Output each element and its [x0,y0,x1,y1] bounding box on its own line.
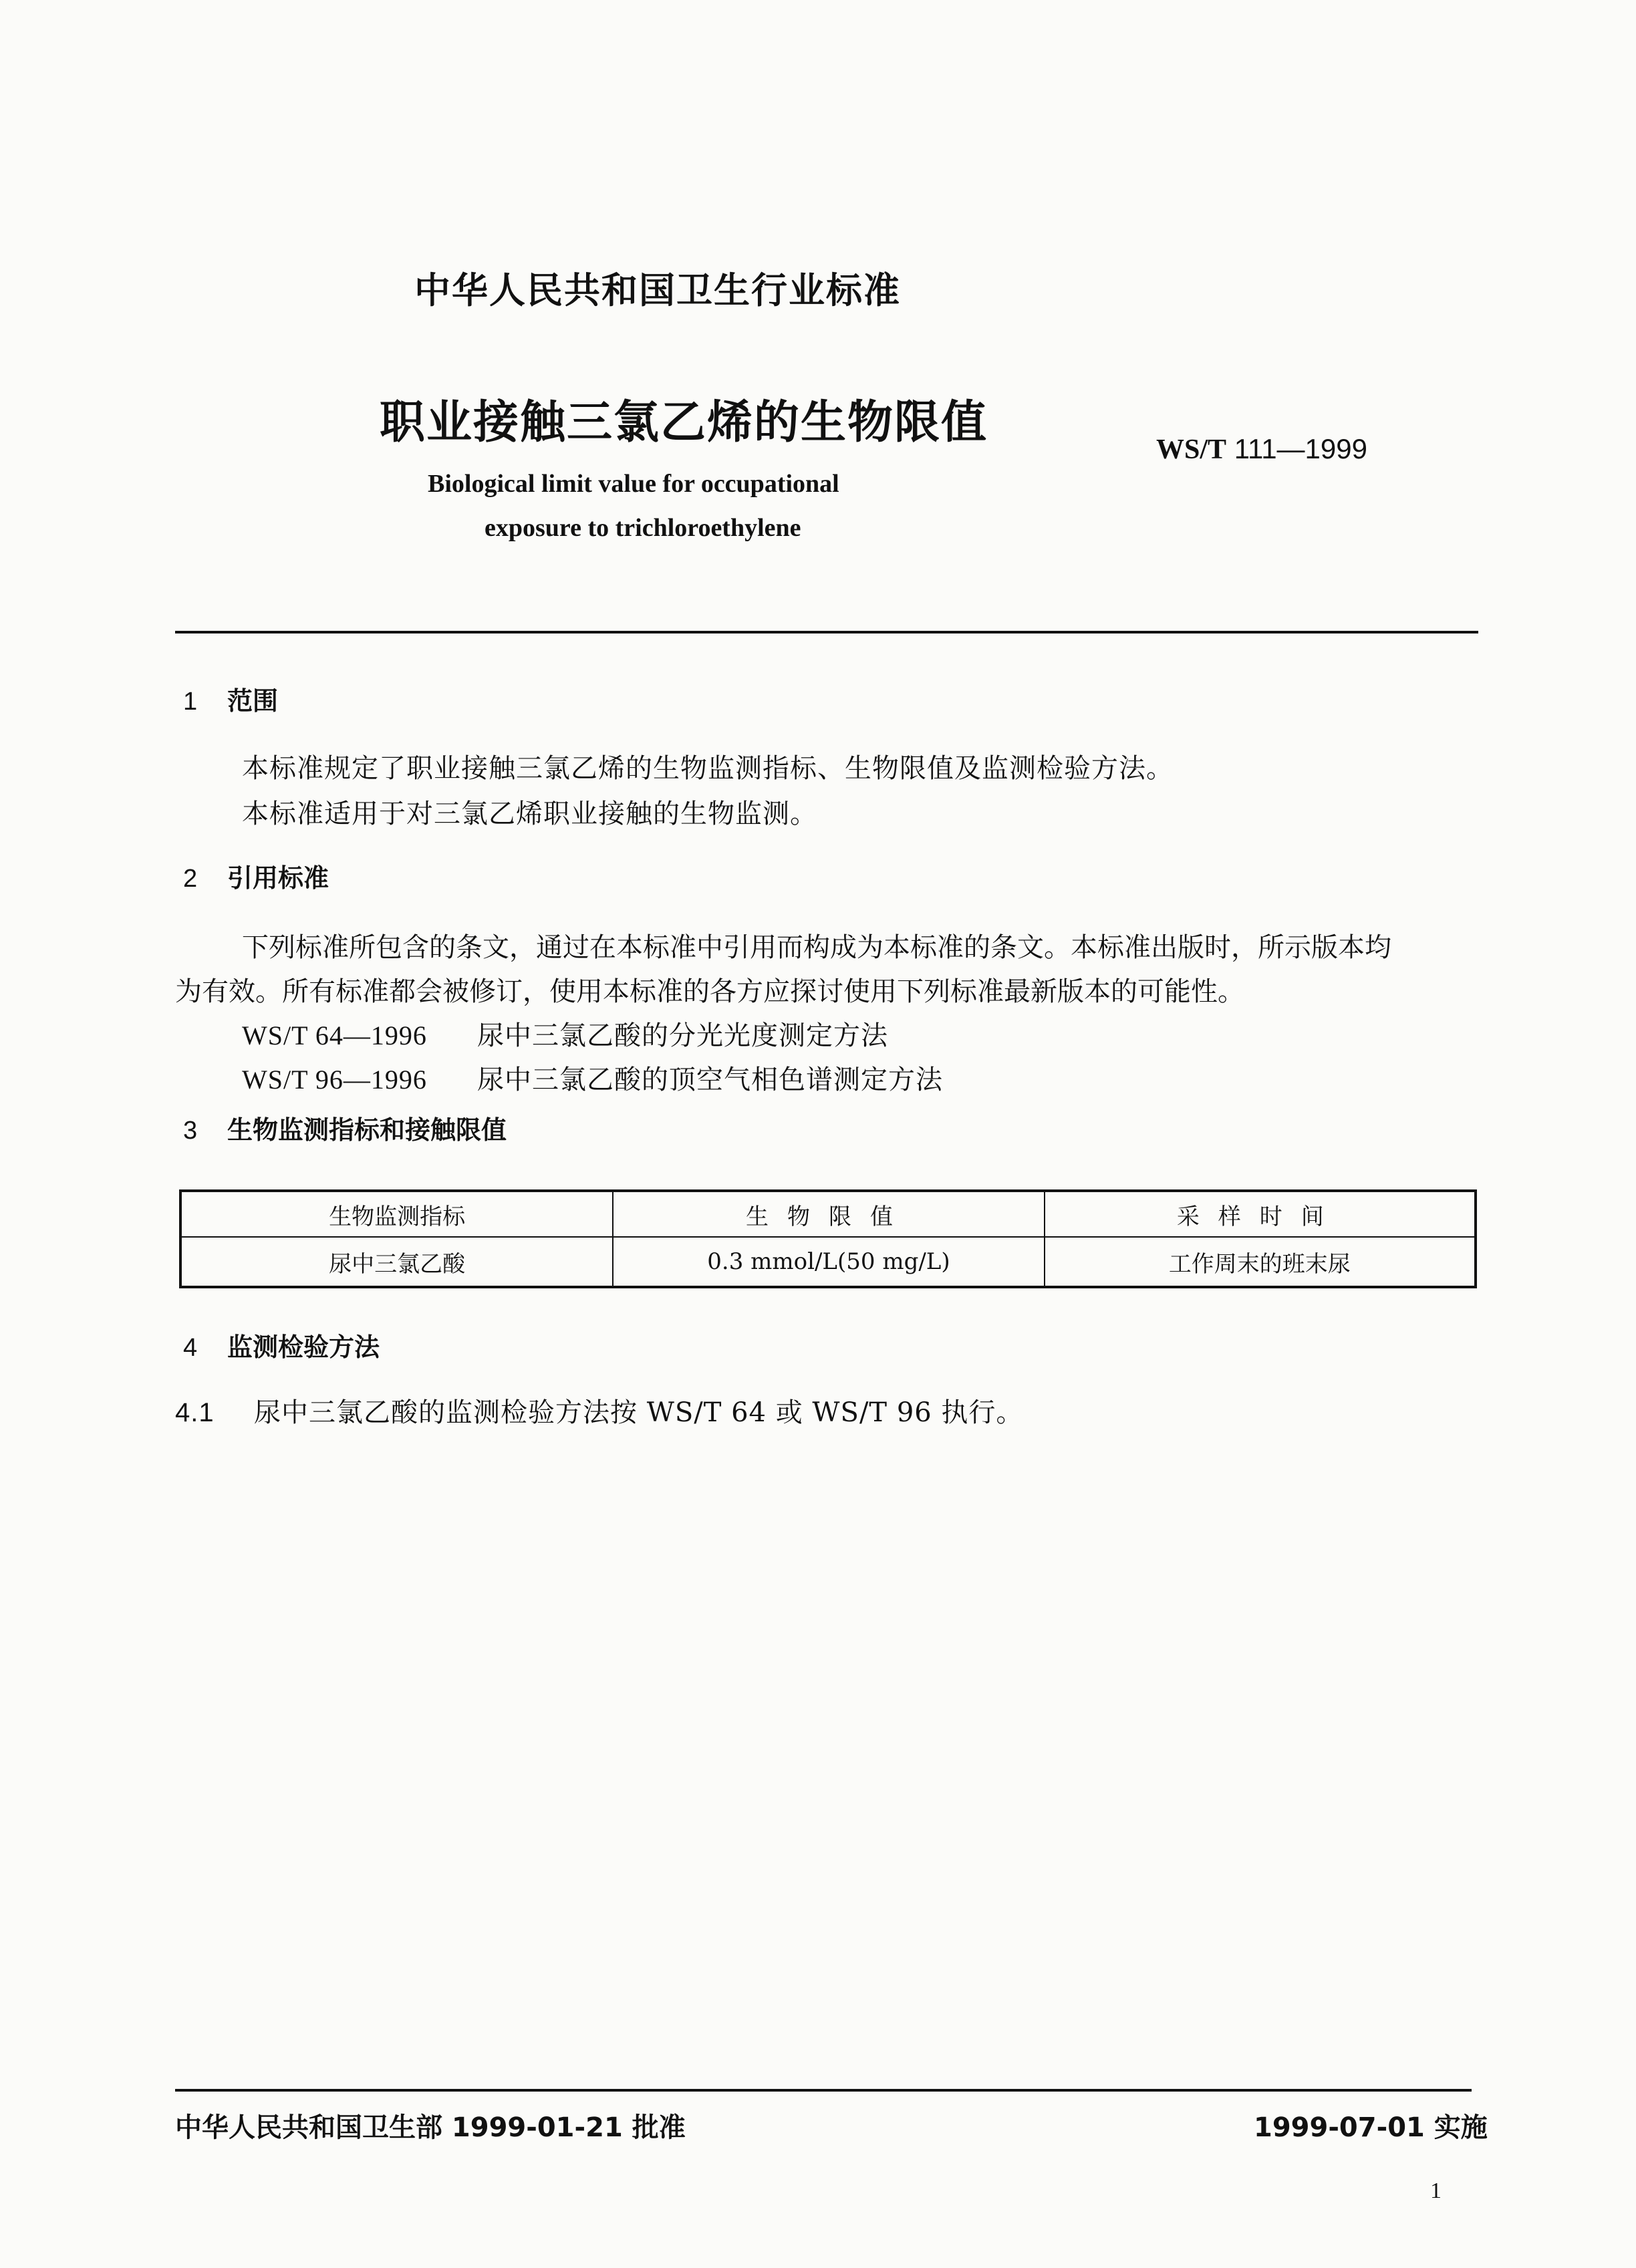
reference-item [242,1014,888,1052]
subsection-number: 4.1 [175,1398,215,1427]
column-header-sampling-time: 采样时间 [1045,1191,1476,1237]
biological-limits-table [179,1189,1477,1288]
standard-code-prefix: WS/T [1156,434,1227,465]
scope-paragraph-2: 本标准适用于对三氯乙烯职业接触的生物监测。 [242,799,817,829]
reference-title: 尿中三氯乙酸的分光光度测定方法 [477,1020,888,1051]
subsection-4-1 [175,1391,1023,1429]
standard-code-number: 111—1999 [1234,433,1367,464]
approval-line: 中华人民共和国卫生部 1999-01-21 批准 [175,2112,686,2143]
reference-code: WS/T 96—1996 [242,1065,427,1095]
section-number: 3 [183,1117,198,1145]
scope-paragraph-1: 本标准规定了职业接触三氯乙烯的生物监测指标、生物限值及监测检验方法。 [242,753,1174,784]
table-row [180,1237,1476,1287]
section-title: 范围 [227,686,279,716]
section-number: 2 [183,865,198,893]
section-title: 引用标准 [227,863,329,893]
section-title: 监测检验方法 [227,1332,380,1362]
table-cell-limit-value: 0.3 mmol/L(50 mg/L) [613,1237,1044,1287]
column-header-indicator: 生物监测指标 [180,1191,613,1237]
section-number: 4 [183,1334,198,1362]
page-number: 1 [1430,2178,1442,2203]
table-cell-indicator: 尿中三氯乙酸 [180,1237,613,1287]
section-heading-scope [183,680,278,717]
reference-title: 尿中三氯乙酸的顶空气相色谱测定方法 [477,1065,943,1095]
document-title: 职业接触三氯乙烯的生物限值 [380,396,988,449]
column-header-limit-value: 生物限值 [613,1191,1044,1237]
reference-code: WS/T 64—1996 [242,1020,427,1050]
effective-date-line: 1999-07-01 实施 [1254,2112,1488,2143]
section-number: 1 [183,688,198,716]
reference-item [242,1058,943,1097]
section-heading-methods [183,1326,380,1363]
header-divider [175,631,1478,633]
english-title-line-1: Biological limit value for occupational [428,470,839,498]
standard-code [1156,433,1367,466]
standard-category: 中华人民共和国卫生行业标准 [414,269,901,311]
subsection-text: 尿中三氯乙酸的监测检验方法按 WS/T 64 或 WS/T 96 执行。 [254,1397,1024,1428]
english-title-line-2: exposure to trichloroethylene [485,514,801,542]
references-intro-line-1: 下列标准所包含的条文，通过在本标准中引用而构成为本标准的条文。本标准出版时，所示版本均 [242,932,1391,963]
section-heading-limits [183,1109,507,1146]
table-cell-sampling-time: 工作周末的班末尿 [1045,1237,1476,1287]
footer-divider [175,2089,1472,2092]
table-header-row [180,1191,1476,1237]
section-title: 生物监测指标和接触限值 [227,1115,507,1145]
references-intro-line-2: 为有效。所有标准都会被修订，使用本标准的各方应探讨使用下列标准最新版本的可能性。 [175,976,1244,1007]
section-heading-references [183,857,329,894]
